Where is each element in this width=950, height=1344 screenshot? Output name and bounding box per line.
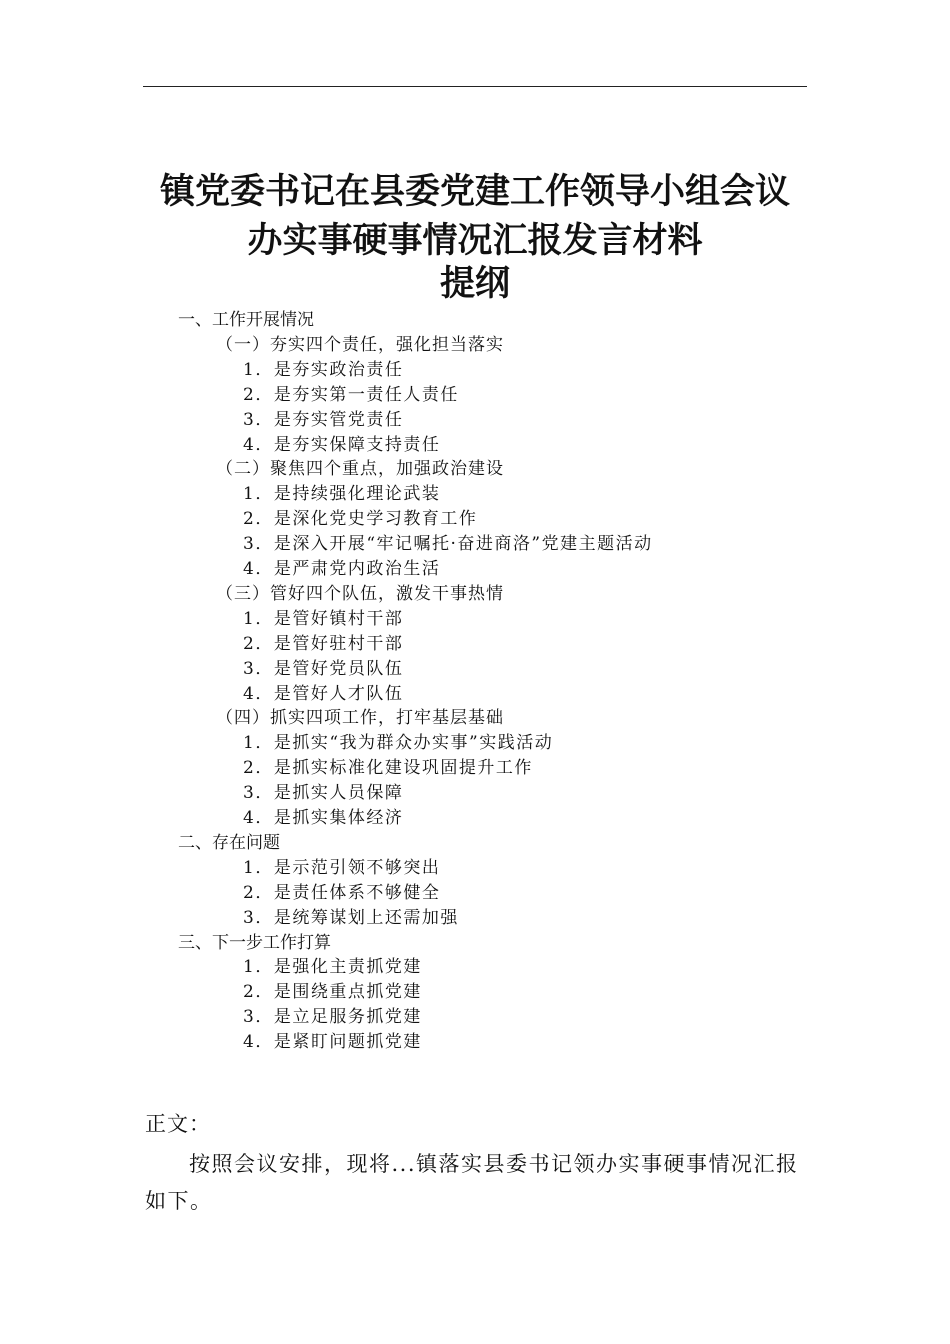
outline-list-item: 3．是统筹谋划上还需加强 [243, 907, 459, 928]
document-title-line-2: 办实事硬事情况汇报发言材料 [247, 220, 703, 261]
header-rule [143, 86, 807, 87]
outline-list-item: 4．是管好人才队伍 [243, 683, 404, 704]
outline-section-heading: 一、工作开展情况 [178, 310, 314, 330]
outline-list-item: 2．是管好驻村干部 [243, 633, 404, 654]
outline-list-item: 2．是抓实标准化建设巩固提升工作 [243, 758, 533, 779]
outline-section-heading: 三、下一步工作打算 [178, 932, 331, 953]
body-label: 正文： [145, 1112, 211, 1136]
outline-list-item: 4．是严肃党内政治生活 [243, 559, 441, 579]
outline-list-item: 1．是持续强化理论武装 [243, 484, 441, 505]
outline-list-item: 1．是管好镇村干部 [243, 608, 404, 629]
outline-list-item: 3．是立足服务抓党建 [243, 1007, 422, 1028]
outline-list-item: 3．是管好党员队伍 [243, 658, 404, 679]
outline-list-item: 3．是深入开展“牢记嘱托·奋进商洛”党建主题活动 [243, 534, 653, 555]
outline-list-item: 2．是围绕重点抓党建 [243, 982, 422, 1003]
outline-list-item: 4．是抓实集体经济 [243, 808, 404, 828]
outline-section-heading: 二、存在问题 [178, 832, 280, 853]
outline-list-item: 2．是责任体系不够健全 [243, 882, 441, 903]
outline-list-item: 1．是强化主责抓党建 [243, 957, 422, 978]
outline-list-item: 4．是紧盯问题抓党建 [243, 1032, 422, 1053]
outline-list-item: 4．是夯实保障支持责任 [243, 434, 441, 455]
outline-list-item: 2．是夯实第一责任人责任 [243, 384, 459, 405]
outline-subsection-heading: （二）聚焦四个重点，加强政治建设 [216, 459, 504, 480]
outline-list-item: 2．是深化党史学习教育工作 [243, 509, 478, 530]
outline-list-item: 1．是抓实“我为群众办实事”实践活动 [243, 733, 554, 754]
document-title-line-3: 提纲 [439, 263, 510, 304]
outline-list-item: 1．是示范引领不够突出 [243, 857, 441, 878]
outline-list-item: 3．是抓实人员保障 [243, 783, 404, 804]
document-title-line-1: 镇党委书记在县委党建工作领导小组会议 [159, 171, 790, 212]
outline-list-item: 3．是夯实管党责任 [243, 409, 404, 430]
outline-subsection-heading: （三）管好四个队伍，激发干事热情 [216, 583, 504, 604]
outline-list-item: 1．是夯实政治责任 [243, 359, 404, 380]
body-paragraph: 按照会议安排，现将...镇落实县委书记领办实事硬事情况汇报如下。 [145, 1152, 799, 1213]
outline-subsection-heading: （一）夯实四个责任，强化担当落实 [216, 334, 504, 355]
outline-subsection-heading: （四）抓实四项工作，打牢基层基础 [216, 708, 504, 729]
